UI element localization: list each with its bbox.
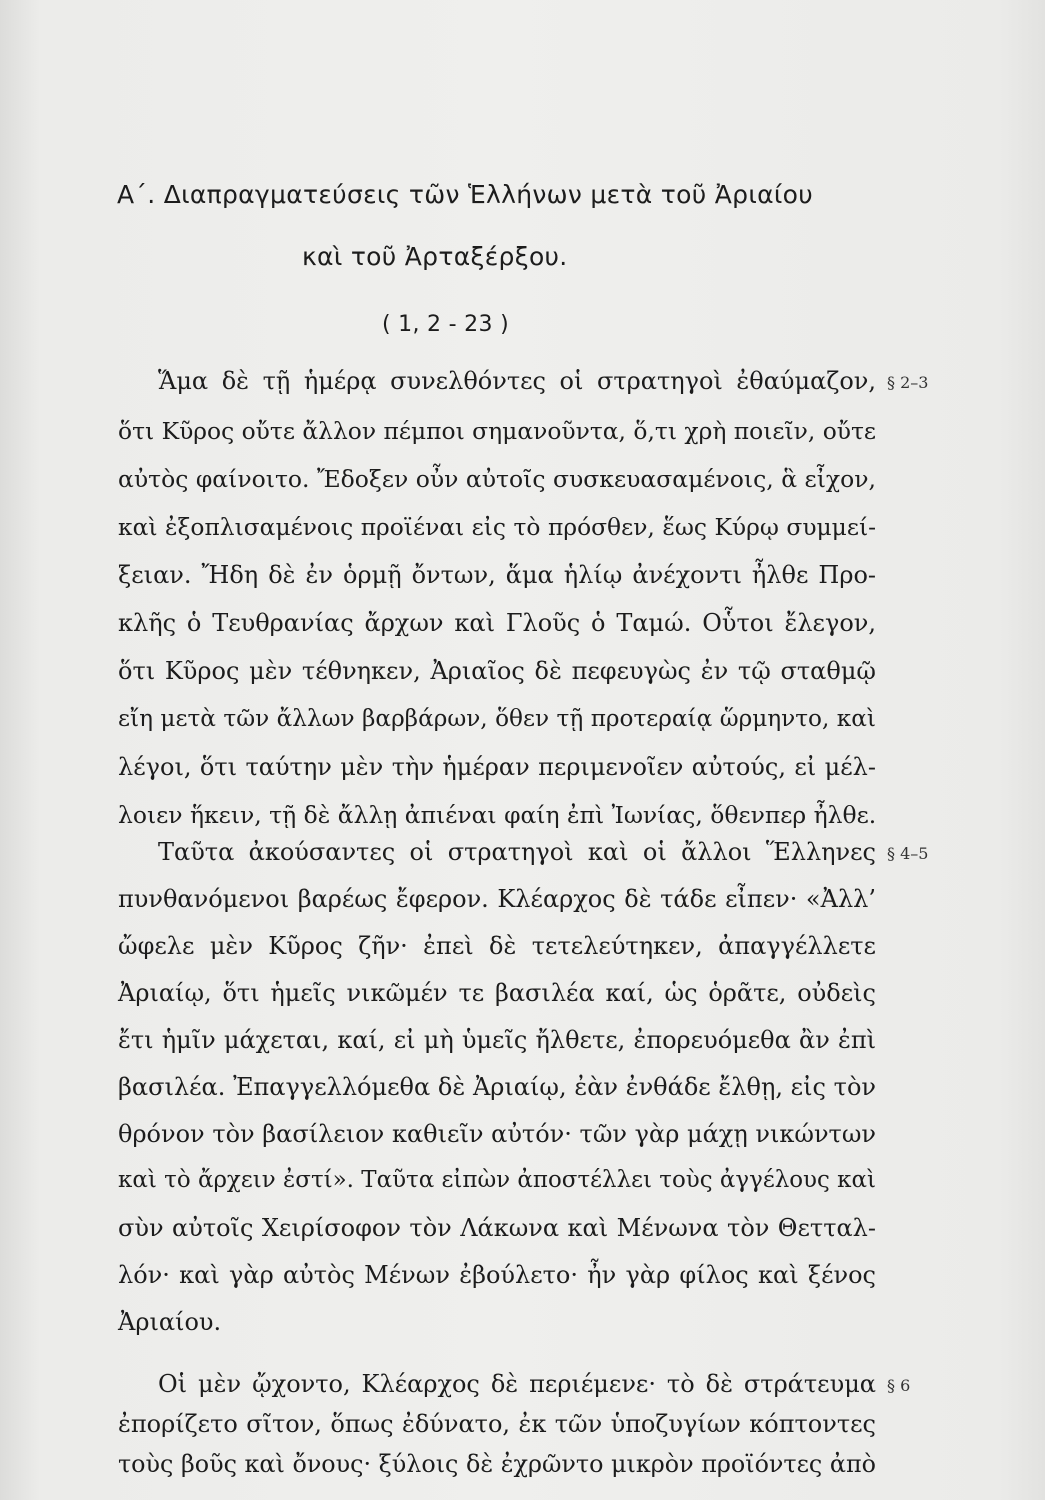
- text-line: πυνθανόμενοι βαρέως ἔφερον. Κλέαρχος δὲ τάδε εἶπεν· «Ἀλλ’: [118, 885, 876, 913]
- text-line: καὶ ἐξοπλισαμένοις προϊέναι εἰς τὸ πρόσθεν, ἕως Κύρῳ συμμεί-: [118, 513, 876, 541]
- text-line: κλῆς ὁ Τευθρανίας ἄρχων καὶ Γλοῦς ὁ Ταμώ. Οὗτοι ἔλεγον,: [118, 609, 876, 637]
- text-line: Ἀριαίῳ, ὅτι ἡμεῖς νικῶμέν τε βασιλέα καί, ὡς ὁρᾶτε, οὐδεὶς: [118, 979, 876, 1007]
- text-line: σὺν αὐτοῖς Χειρίσοφον τὸν Λάκωνα καὶ Μένωνα τὸν Θετταλ-: [118, 1214, 876, 1242]
- section-heading-continued: καὶ τοῦ Ἀρταξέρξου.: [302, 242, 568, 271]
- text-line: Ταῦτα ἀκούσαντες οἱ στρατηγοὶ καὶ οἱ ἄλλοι Ἕλληνες: [158, 838, 876, 866]
- section-heading: Α΄. Διαπραγματεύσεις τῶν Ἑλλήνων μετὰ τοῦ Ἀριαίου: [117, 180, 813, 209]
- text-line: ἐπορίζετο σῖτον, ὅπως ἐδύνατο, ἐκ τῶν ὑποζυγίων κόπτοντες: [118, 1410, 876, 1438]
- text-line: εἴη μετὰ τῶν ἄλλων βαρβάρων, ὅθεν τῇ προτεραίᾳ ὥρμηντο, καὶ: [118, 705, 876, 732]
- text-line: λόν· καὶ γὰρ αὐτὸς Μένων ἐβούλετο· ἦν γὰρ φίλος καὶ ξένος: [118, 1261, 876, 1289]
- text-line: θρόνον τὸν βασίλειον καθιεῖν αὐτόν· τῶν γὰρ μάχῃ νικώντων: [118, 1120, 876, 1148]
- text-line: ὅτι Κῦρος οὔτε ἄλλον πέμποι σημανοῦντα, ὅ,τι χρὴ ποιεῖν, οὔτε: [118, 417, 877, 445]
- margin-note: § 2–3: [887, 373, 929, 392]
- text-line: Ἀριαίου.: [118, 1308, 222, 1336]
- text-line: ξειαν. Ἤδη δὲ ἐν ὁρμῇ ὄντων, ἅμα ἡλίῳ ἀνέχοντι ἦλθε Προ-: [118, 561, 876, 589]
- text-line: λέγοι, ὅτι ταύτην μὲν τὴν ἡμέραν περιμενοῖεν αὐτούς, εἰ μέλ-: [118, 753, 876, 781]
- text-line: ὅτι Κῦρος μὲν τέθνηκεν, Ἀριαῖος δὲ πεφευγὼς ἐν τῷ σταθμῷ: [118, 657, 876, 685]
- text-line: βασιλέα. Ἐπαγγελλόμεθα δὲ Ἀριαίῳ, ἐὰν ἐνθάδε ἔλθῃ, εἰς τὸν: [118, 1073, 876, 1101]
- text-line: Ἅμα δὲ τῇ ἡμέρᾳ συνελθόντες οἱ στρατηγοὶ ἐθαύμαζον,: [158, 367, 876, 395]
- text-line: ὤφελε μὲν Κῦρος ζῆν· ἐπεὶ δὲ τετελεύτηκεν, ἀπαγγέλλετε: [118, 932, 876, 960]
- text-line: λοιεν ἥκειν, τῇ δὲ ἄλλῃ ἀπιέναι φαίη ἐπὶ Ἰωνίας, ὅθενπερ ἦλθε.: [118, 801, 877, 829]
- chapter-reference: ( 1, 2 - 23 ): [382, 312, 509, 337]
- text-line: Οἱ μὲν ᾤχοντο, Κλέαρχος δὲ περιέμενε· τὸ δὲ στράτευμα: [158, 1370, 876, 1398]
- margin-note: § 4–5: [887, 844, 929, 863]
- text-line: αὐτὸς φαίνοιτο. Ἔδοξεν οὖν αὐτοῖς συσκευασαμένοις, ἃ εἶχον,: [118, 465, 876, 493]
- text-line: τοὺς βοῦς καὶ ὄνους· ξύλοις δὲ ἐχρῶντο μικρὸν προϊόντες ἀπὸ: [118, 1450, 876, 1478]
- margin-note: § 6: [887, 1376, 911, 1395]
- text-line: καὶ τὸ ἄρχειν ἐστί». Ταῦτα εἰπὼν ἀποστέλλει τοὺς ἀγγέλους καὶ: [118, 1167, 876, 1193]
- text-line: ἔτι ἡμῖν μάχεται, καί, εἰ μὴ ὑμεῖς ἤλθετε, ἐπορευόμεθα ἂν ἐπὶ: [118, 1026, 876, 1054]
